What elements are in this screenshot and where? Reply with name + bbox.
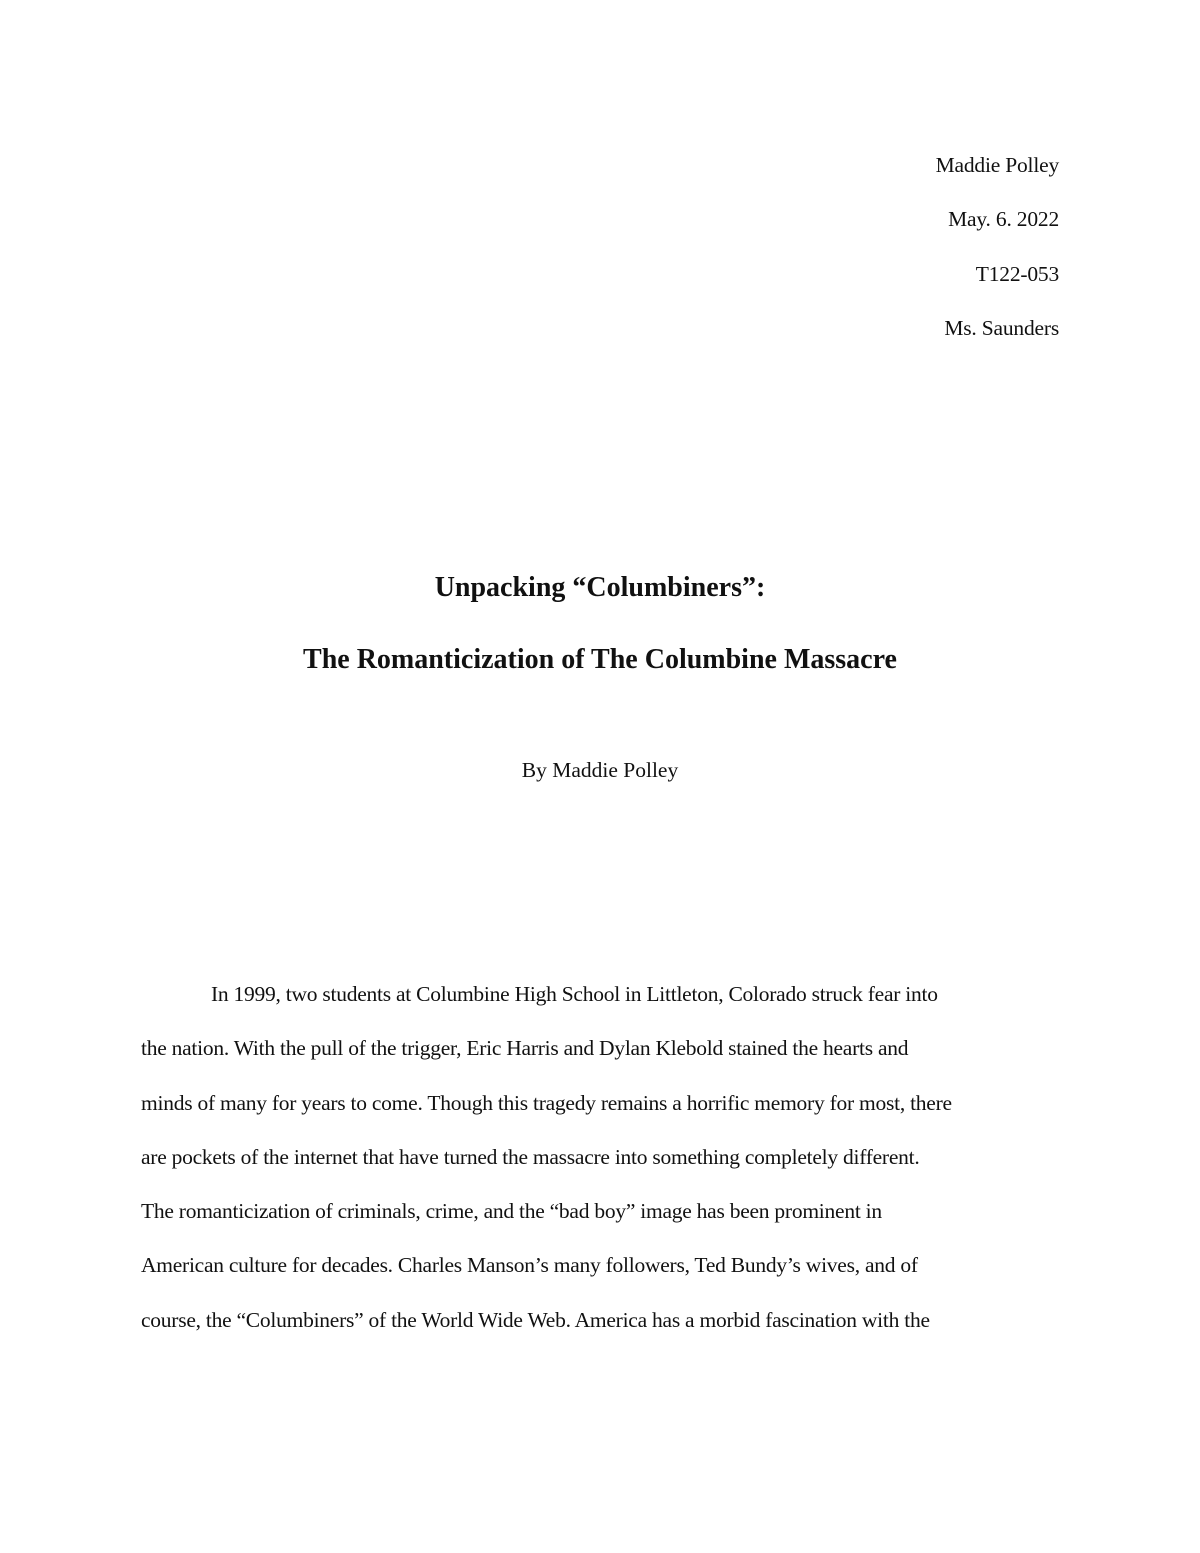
teacher-name: Ms. Saunders <box>944 315 1059 340</box>
body-line: course, the “Columbiners” of the World Wide Web. America has a morbid fascination with the <box>141 1307 930 1332</box>
body-line: are pockets of the internet that have turned the massacre into something completely different. <box>141 1144 920 1169</box>
author-name: Maddie Polley <box>935 153 1059 177</box>
body-line: American culture for decades. Charles Manson’s many followers, Ted Bundy’s wives, and of <box>141 1253 918 1278</box>
byline: By Maddie Polley <box>521 758 679 782</box>
body-paragraph <box>141 967 1071 1347</box>
document-title <box>0 552 1200 696</box>
document-date: May. 6. 2022 <box>948 207 1059 232</box>
body-line: minds of many for years to come. Though this tragedy remains a horrific memory for most, there <box>141 1090 952 1115</box>
course-code: T122-053 <box>975 261 1059 286</box>
title-line-2: The Romanticization of The Columbine Massacre <box>303 644 897 675</box>
body-line: the nation. With the pull of the trigger, Eric Harris and Dylan Klebold stained the hearts and <box>141 1036 909 1061</box>
body-line: The romanticization of criminals, crime, and the “bad boy” image has been prominent in <box>141 1199 882 1224</box>
body-line: In 1999, two students at Columbine High School in Littleton, Colorado struck fear into <box>211 982 938 1006</box>
document-header <box>936 138 1059 355</box>
title-line-1: Unpacking “Columbiners”: <box>434 572 766 603</box>
